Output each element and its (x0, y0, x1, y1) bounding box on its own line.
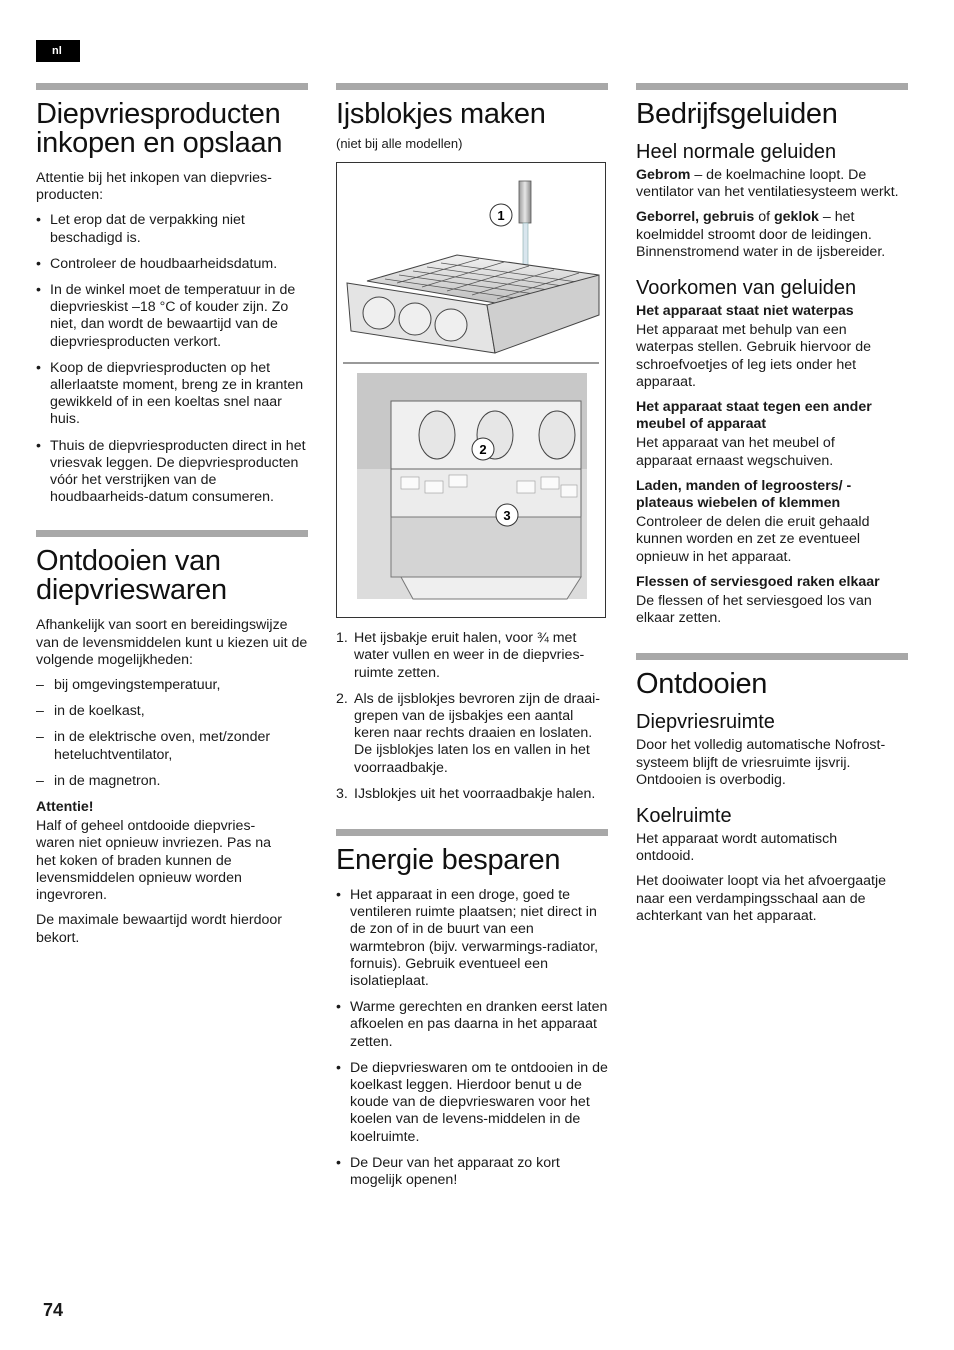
fridge-text: Het dooiwater loopt via het afvoergaatje naar een verdampingsschaal aan de achterkant van het apparaat. (636, 873, 887, 924)
list-item: • Het apparaat in een droge, goed te ventileren ruimte plaatsen; niet direct in de zon of in de buurt van een warmtebron (bijv. verwarmings-radiator, fornuis). Gebruik eventueel een isolatieplaat. (336, 887, 599, 990)
callout-label: 2 (479, 442, 487, 458)
callout-1 (490, 204, 512, 226)
list-item: • De diepvrieswaren om te ontdooien in de koelkast leggen. Hierdoor benut u de koude van de diepvrieswaren voor het koelen van de levens-middelen in de koelruimte. (336, 1059, 608, 1145)
section-divider (636, 653, 908, 660)
section-divider (36, 530, 308, 537)
list-item: • De Deur van het apparaat zo kort mogelijk openen! (336, 1154, 560, 1189)
section-title-ice-cubes: Ijsblokjes maken (336, 98, 546, 130)
column-3 (636, 83, 908, 933)
section-title-defrost: Ontdooien (636, 668, 768, 701)
list-item: – bij omgevingstemperatuur, (36, 677, 221, 694)
list-item: 3. IJsblokjes uit het voorraadbakje halen. (336, 785, 596, 802)
freezer-text: Door het volledig automatische Nofrost-systeem blijft de vriesruimte ijsvrij. Ontdooien is overbodig. (636, 737, 886, 788)
list-item: – in de elektrische oven, met/zonder heteluchtventilator, (36, 729, 271, 763)
section-title-energy: Energie besparen (336, 844, 561, 877)
callout-label: 3 (503, 508, 511, 524)
issue-text: Het apparaat met behulp van een waterpas stellen. Gebruik hiervoor de schroefvoetjes of leg iets onder het apparaat. (636, 322, 872, 390)
subheading-fridge: Koelruimte (636, 805, 732, 828)
subheading-normal-noises: Heel normale geluiden (636, 141, 837, 163)
noise-paragraph: Gebrom – de koelmachine loopt. De ventilator van het ventilatiesysteem werkt. (636, 167, 899, 201)
list-item: • In de winkel moet de temperatuur in de diepvrieskist –18 °C of kouder zijn. Zo niet, dan wordt de bewaartijd van de diepvriesproducten verkort. (36, 282, 296, 350)
ice-subtitle: (niet bij alle modellen) (336, 136, 463, 151)
section-title-thawing: Ontdooien van diepvrieswaren (36, 545, 227, 607)
section-divider (36, 83, 308, 90)
issue-heading: Flessen of serviesgoed raken elkaar (636, 573, 880, 590)
buying-intro: Attentie bij het inkopen van diepvries-producten: (36, 170, 272, 204)
list-item: – in de magnetron. (36, 772, 161, 789)
list-item: • Let erop dat de verpakking niet beschadigd is. (36, 212, 245, 246)
list-item: 2. Als de ijsblokjes bevroren zijn de draai- grepen van de ijsbakjes een aantal keren naar rechts draaien en loslaten. De ijsblokjes laten los en vallen in het voorraadbakje. (336, 690, 601, 776)
list-item: • Warme gerechten en dranken eerst laten afkoelen en pas daarna in het apparaat zetten. (336, 999, 608, 1050)
list-item: – in de koelkast, (36, 703, 145, 720)
issue-text: Controleer de delen die eruit gehaald kunnen worden en zet ze eventueel opnieuw in het apparaat. (636, 514, 870, 565)
list-item: • Koop de diepvriesproducten op het allerlaatste moment, breng ze in kranten gewikkeld of in een koeltas snel naar huis. (36, 359, 304, 428)
attention-label: Attentie! (36, 799, 94, 816)
issue-heading: Het apparaat staat tegen een ander meubel of apparaat (636, 399, 872, 433)
section-divider (336, 83, 608, 90)
fridge-text: Het apparaat wordt automatisch ontdooid. (636, 831, 838, 865)
issue-text: Het apparaat van het meubel of apparaat ernaast wegschuiven. (636, 435, 835, 469)
section-divider (636, 83, 908, 90)
ice-tray-drawing (337, 163, 605, 617)
page-number: 74 (43, 1300, 64, 1320)
callout-3 (496, 504, 518, 526)
section-title-noises: Bedrijfsgeluiden (636, 98, 838, 130)
section-title-buying: Diepvriesproducten inkopen en opslaan (36, 98, 283, 159)
subheading-avoid-noises: Voorkomen van geluiden (636, 277, 857, 300)
ice-maker-illustration (336, 162, 606, 618)
list-item: • Thuis de diepvriesproducten direct in het vriesvak leggen. De diepvriesproducten vóór het verstrijken van de houdbaarheids-datum consumeren. (36, 437, 306, 506)
callout-2 (472, 438, 494, 460)
noise-paragraph: Geborrel, gebruis of geklok – het koelmiddel stroomt door de leidingen. Binnenstromend water in de ijsbereider. (636, 209, 886, 260)
energy-list (336, 887, 608, 1189)
subheading-freezer: Diepvriesruimte (636, 711, 775, 734)
issue-heading: Het apparaat staat niet waterpas (636, 303, 854, 320)
thawing-intro: Afhankelijk van soort en bereidingswijze van de levensmiddelen kunt u kiezen uit de volgende mogelijkheden: (36, 617, 308, 668)
attention-text: Half of geheel ontdooide diepvries-waren niet opnieuw invriezen. Pas na het koken of braden kunnen de levensmiddelen opnieuw worden ingevroren. (36, 818, 272, 904)
issue-heading: Laden, manden of legroosters/ -plateaus wiebelen of klemmen (636, 477, 852, 512)
list-item: 1. Het ijsbakje eruit halen, voor ¾ met water vullen en weer in de diepvries-ruimte zetten. (336, 630, 585, 681)
list-item: • Controleer de houdbaarheidsdatum. (36, 255, 278, 272)
column-2 (336, 83, 608, 1198)
language-tag: nl (36, 40, 80, 62)
ice-steps (336, 630, 608, 803)
thawing-options (36, 677, 308, 790)
section-divider (336, 829, 608, 836)
callout-label: 1 (497, 208, 505, 224)
buying-list (36, 212, 308, 506)
storage-note: De maximale bewaartijd wordt hierdoor bekort. (36, 912, 283, 946)
column-1 (36, 83, 308, 955)
issue-text: De flessen of het serviesgoed los van elkaar zetten. (636, 593, 872, 627)
